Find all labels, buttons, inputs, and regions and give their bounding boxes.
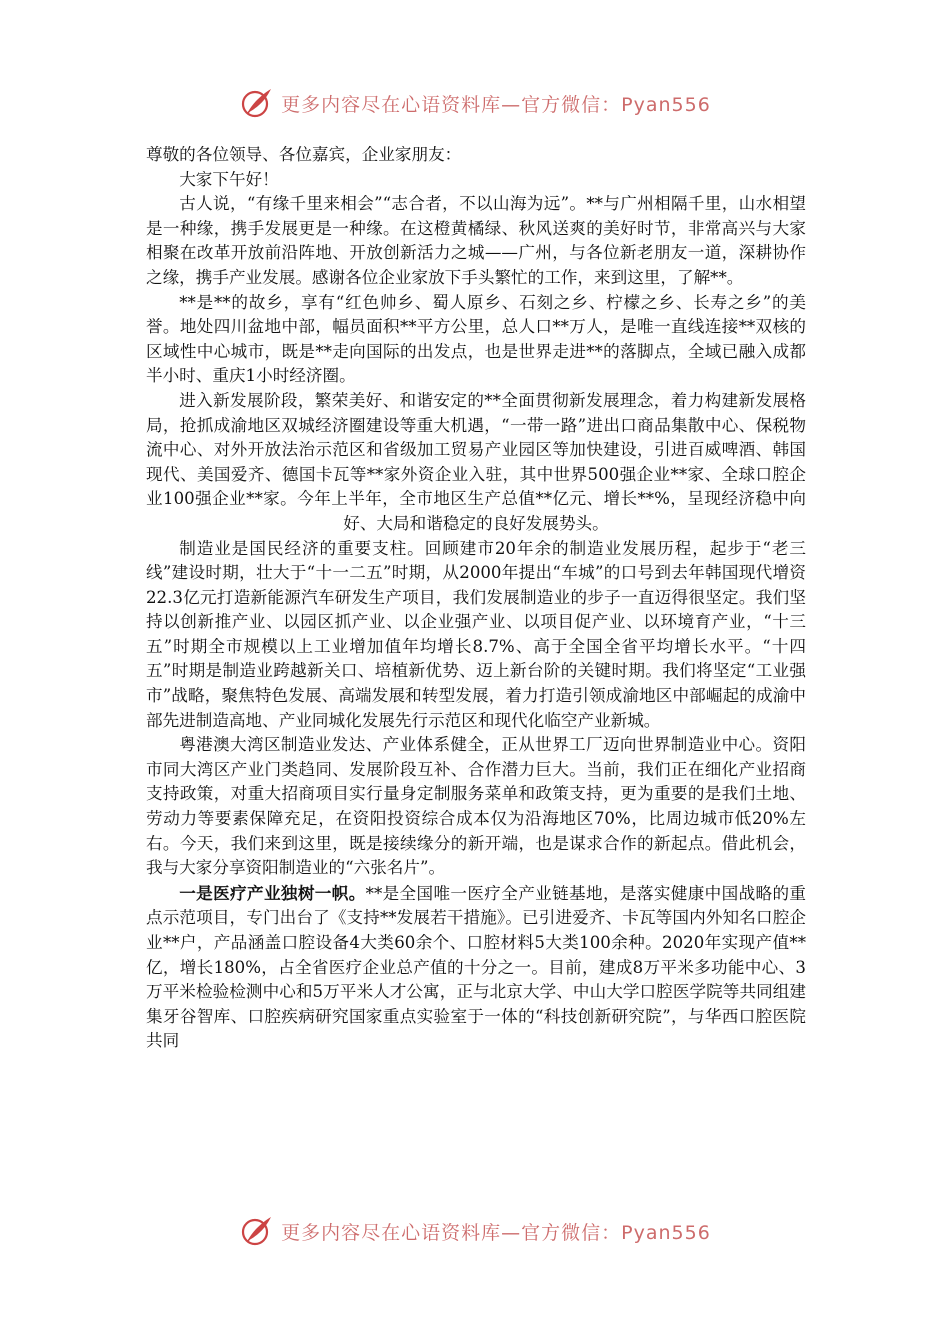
paragraph: **是**的故乡，享有“红色帅乡、蜀人原乡、石刻之乡、柠檬之乡、长寿之乡”的美誉。地处四川盆地中部，幅员面积**平方公里，总人口**万人，是唯一直线连接**双核的区域性中心城市，既是**走向国际的出发点，也是世界走进**的落脚点，全域已融入成都半小时、重庆1小时经济圈。 <box>146 292 806 386</box>
quill-logo-icon <box>239 85 275 121</box>
document-body <box>146 143 806 1054</box>
paragraph-body: **是全国唯一医疗全产业链基地，是落实健康中国战略的重点示范项目，专门出台了《支持**发展若干措施》。已引进爱齐、卡瓦等国内外知名口腔企业**户，产品涵盖口腔设备4大类60余个、口腔材料5大类100余种。2020年实现产值**亿，增长180%，占全省医疗企业总产值的十分之一。目前，建成8万平米多功能中心、3万平米检验检测中心和5万平米人才公寓，正与北京大学、中山大学口腔医学院等共同组建集牙谷智库、口腔疾病研究国家重点实验室于一体的“科技创新研究院”，与华西口腔医院共同 <box>146 883 807 1051</box>
watermark-text: 更多内容尽在心语资料库—官方微信：Pyan556 <box>281 93 711 116</box>
paragraph <box>146 881 806 1054</box>
quill-logo-icon <box>239 1213 275 1249</box>
paragraph: 古人说，“有缘千里来相会”“志合者，不以山海为远”。**与广州相隔千里，山水相望是一种缘，携手发展更是一种缘。在这橙黄橘绿、秋风送爽的美好时节，非常高兴与大家相聚在改革开放前沿阵地、开放创新活力之城——广州，与各位新老朋友一道，深耕协作之缘，携手产业发展。感谢各位企业家放下手头繁忙的工作，来到这里，了解**。 <box>146 194 806 287</box>
footer-watermark <box>0 1208 950 1254</box>
header-watermark <box>0 80 950 126</box>
paragraph: 制造业是国民经济的重要支柱。回顾建市20年余的制造业发展历程，起步于“老三线”建设时期，壮大于“十一二五”时期，从2000年提出“车城”的口号到去年韩国现代增资22.3亿元打造新能源汽车研发生产项目，我们发展制造业的步子一直迈得很坚定。我们坚持以创新推产业、以园区抓产业、以企业强产业、以项目促产业、以环境育产业，“十三五”时期全市规模以上工业增加值年均增长8.7%、高于全国全省平均增长水平。“十四五”时期是制造业跨越新关口、培植新优势、迈上新台阶的关键时期。我们将坚定“工业强市”战略，聚焦特色发展、高端发展和转型发展，着力打造引领成渝地区中部崛起的成渝中部先进制造高地、产业同城化发展先行示范区和现代化临空产业新城。 <box>146 538 806 730</box>
paragraph-lead: 一是医疗产业独树一帜。 <box>179 882 366 903</box>
greeting: 大家下午好！ <box>179 169 279 189</box>
paragraph: 粤港澳大湾区制造业发达、产业体系健全，正从世界工厂迈向世界制造业中心。资阳市同大湾区产业门类趋同、发展阶段互补、合作潜力巨大。当前，我们正在细化产业招商支持政策，对重大招商项目实行量身定制服务菜单和政策支持，更为重要的是我们土地、劳动力等要素保障充足，在资阳投资综合成本仅为沿海地区70%，比周边城市低20%左右。今天，我们来到这里，既是接续缘分的新开端，也是谋求合作的新起点。借此机会，我与大家分享资阳制造业的“六张名片”。 <box>146 735 806 878</box>
watermark-text: 更多内容尽在心语资料库—官方微信：Pyan556 <box>281 1221 711 1244</box>
salutation: 尊敬的各位领导、各位嘉宾，企业家朋友： <box>146 145 462 164</box>
paragraph: 进入新发展阶段，繁荣美好、和谐安定的**全面贯彻新发展理念，着力构建新发展格局，抢抓成渝地区双城经济圈建设等重大机遇，“一带一路”进出口商品集散中心、保税物流中心、对外开放法治示范区和省级加工贸易产业园区等加快建设，引进百威啤酒、韩国现代、美国爱齐、德国卡瓦等**家外资企业入驻，其中世界500强企业**家、全球口腔企业100强企业**家。今年上半年，全市地区生产总值**亿元、增长**%，呈现经济稳中向好、大局和谐稳定的良好发展势头。 <box>146 390 806 533</box>
